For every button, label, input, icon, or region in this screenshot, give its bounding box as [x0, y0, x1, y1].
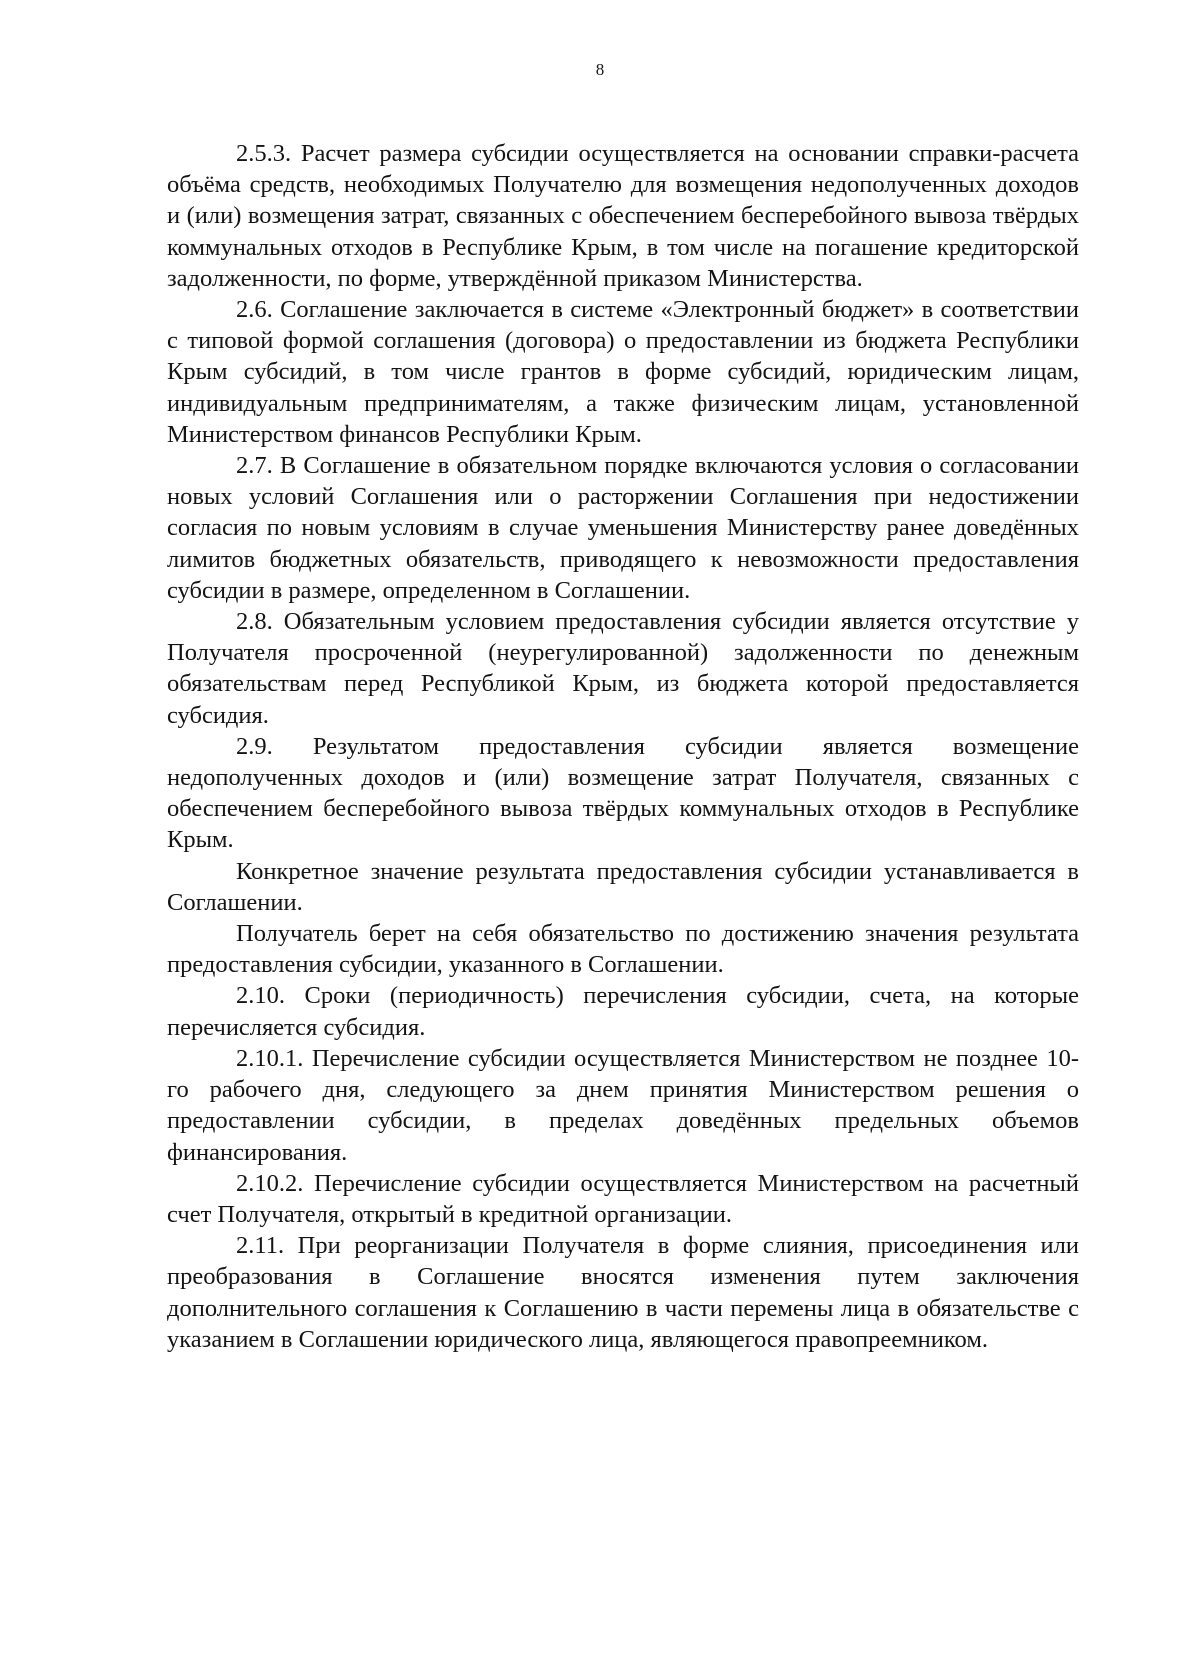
- paragraph-result-value: Конкретное значение результата предоставления субсидии устанавливается в Соглашении.: [167, 857, 1079, 916]
- paragraph-2-7: 2.7. В Соглашение в обязательном порядке включаются условия о согласовании новых условий Соглашения или о расторжении Соглашения при недостижении согласия по новым условиям в случае уменьшения Министерству ранее доведённых лимитов бюджетных обязательств, приводящего к невозможности предоставления субсидии в размере, определенном в Соглашении.: [167, 452, 1079, 604]
- page-number: 8: [595, 60, 605, 79]
- paragraph-recipient-obligation: Получатель берет на себя обязательство по достижению значения результата предоставления субсидии, указанного в Соглашении.: [167, 920, 1079, 979]
- paragraph-2-10-1: 2.10.1. Перечисление субсидии осуществляется Министерством не позднее 10-го рабочего дня, следующего за днем принятия Министерством решения о предоставлении субсидии, в пределах доведённых предельных объемов финансирования.: [167, 1044, 1079, 1166]
- paragraph-2-11: 2.11. При реорганизации Получателя в форме слияния, присоединения или преобразования в Соглашение вносятся изменения путем заключения дополнительного соглашения к Соглашению в части перемены лица в обязательстве с указанием в Соглашении юридического лица, являющегося правопреемником.: [167, 1232, 1079, 1353]
- paragraph-2-8: 2.8. Обязательным условием предоставления субсидии является отсутствие у Получателя просроченной (неурегулированной) задолженности по денежным обязательствам перед Республикой Крым, из бюджета которой предоставляется субсидия.: [167, 608, 1079, 729]
- paragraph-2-5-3: 2.5.3. Расчет размера субсидии осуществляется на основании справки-расчета объёма средств, необходимых Получателю для возмещения недополученных доходов и (или) возмещения затрат, связанных с обеспечением бесперебойного вывоза твёрдых коммунальных отходов в Республике Крым, в том числе на погашение кредиторской задолженности, по форме, утверждённой приказом Министерства.: [167, 140, 1079, 292]
- paragraph-2-10-2: 2.10.2. Перечисление субсидии осуществляется Министерством на расчетный счет Получателя, открытый в кредитной организации.: [167, 1169, 1079, 1228]
- document-body: [167, 138, 1079, 1355]
- paragraph-2-9: 2.9. Результатом предоставления субсидии является возмещение недополученных доходов и (или) возмещение затрат Получателя, связанных с обеспечением бесперебойного вывоза твёрдых коммунальных отходов в Республике Крым.: [167, 732, 1079, 854]
- paragraph-2-6: 2.6. Соглашение заключается в системе «Электронный бюджет» в соответствии с типовой формой соглашения (договора) о предоставлении из бюджета Республики Крым субсидий, в том числе грантов в форме субсидий, юридическим лицам, индивидуальным предпринимателям, а также физическим лицам, установленной Министерством финансов Республики Крым.: [167, 296, 1079, 448]
- paragraph-2-10: 2.10. Сроки (периодичность) перечисления субсидии, счета, на которые перечисляется субсидия.: [167, 982, 1079, 1041]
